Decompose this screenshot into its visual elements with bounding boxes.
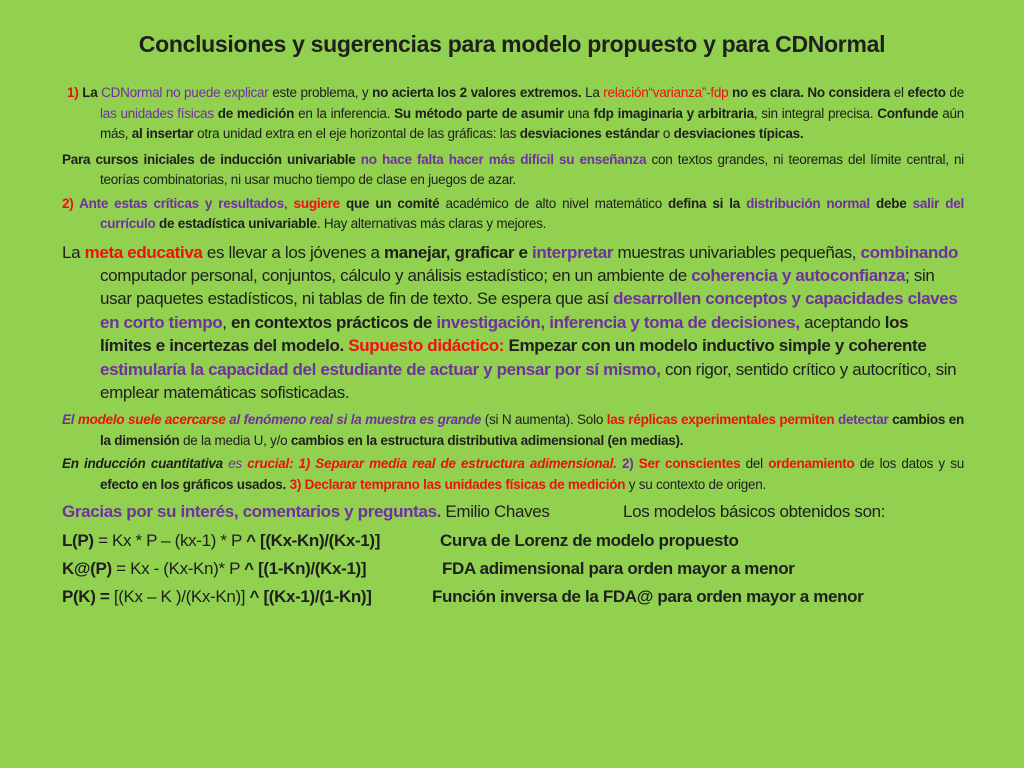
formula-name: L(P) bbox=[62, 530, 94, 550]
plain-text: computador personal, conjuntos, cálculo y análisis estadístico; en un ambiente de bbox=[100, 265, 692, 285]
bold-text: debe bbox=[869, 195, 913, 211]
models-intro: Los modelos básicos obtenidos son: bbox=[623, 502, 886, 522]
plain-text: aún más, bbox=[100, 105, 964, 141]
bold-text: Su método parte de asumir bbox=[394, 105, 564, 121]
highlight-red: sugiere bbox=[293, 195, 340, 211]
highlight-red: 1) bbox=[67, 85, 79, 100]
highlight-purple: al fenómeno real si la muestra es grande bbox=[225, 412, 482, 428]
plain-text: en la inferencia. bbox=[294, 105, 395, 121]
plain-text: este problema, y bbox=[268, 85, 373, 100]
plain-text: de bbox=[945, 85, 964, 100]
paragraph-committee-suggestion bbox=[62, 194, 964, 235]
plain-text: otra unidad extra en el eje horizontal de las gráficas: las bbox=[193, 126, 520, 141]
paragraph-introductory-courses bbox=[62, 150, 964, 191]
paragraph-model-approximation bbox=[62, 410, 964, 451]
slide-body bbox=[62, 83, 964, 612]
plain-text: La bbox=[581, 85, 604, 100]
plain-text: de la media U, y/o bbox=[179, 432, 291, 448]
highlight-purple: no hace falta hacer más difícil su enseñanza bbox=[355, 151, 647, 167]
highlight-purple: distribución normal bbox=[746, 195, 870, 211]
bold-text: cambios en la dimensión bbox=[100, 412, 965, 448]
formula-expression: [(Kx – K )/(Kx-Kn)] bbox=[109, 587, 250, 607]
highlight-purple: es bbox=[222, 456, 248, 472]
bold-text: manejar, graficar e bbox=[383, 242, 532, 262]
highlight-red: ordenamiento bbox=[768, 456, 855, 472]
bold-text: efecto en los gráficos usados. bbox=[100, 476, 287, 492]
paragraph-cdnormal-critique bbox=[62, 83, 964, 145]
highlight-purple: desarrollen conceptos y capacidades claves en corto tiempo bbox=[100, 289, 958, 332]
highlight-purple: detectar bbox=[837, 412, 889, 428]
formula-name: P(K) = bbox=[62, 587, 110, 607]
highlight-purple: CDNormal no puede explicar bbox=[101, 85, 269, 100]
plain-text: aceptando bbox=[799, 312, 885, 332]
formula-expression: = Kx * P – (kx-1) * P bbox=[93, 530, 247, 550]
highlight-purple: combinando bbox=[860, 242, 959, 262]
author-name: Emilio Chaves bbox=[441, 502, 550, 522]
plain-text: de los datos y su bbox=[854, 456, 964, 472]
bold-text: desviaciones estándar bbox=[519, 126, 660, 141]
bold-text: En inducción cuantitativa bbox=[62, 456, 223, 472]
formula-name: K@(P) bbox=[62, 558, 112, 578]
highlight-purple: El bbox=[62, 412, 78, 428]
bold-text: no acierta los 2 valores extremos. bbox=[372, 85, 582, 100]
bold-text: de medición bbox=[213, 105, 295, 121]
formula-exponent: ^ [(1-Kn)/(Kx-1)] bbox=[244, 558, 367, 578]
highlight-red: relación“varianza”-fdp bbox=[603, 85, 729, 100]
bold-text: defina si la bbox=[668, 195, 747, 211]
highlight-red: crucial: 1) Separar media real de estructura adimensional. bbox=[247, 456, 617, 472]
bold-text: Confunde bbox=[877, 105, 939, 121]
plain-text: , bbox=[222, 312, 232, 332]
plain-text: . Hay alternativas más claras y mejores. bbox=[316, 216, 547, 231]
formula-description: FDA adimensional para orden mayor a menor bbox=[442, 558, 795, 578]
plain-text: (si N aumenta). Solo bbox=[481, 412, 607, 428]
plain-text: y su contexto de origen. bbox=[625, 476, 767, 492]
formula-exponent: ^ [(Kx-Kn)/(Kx-1)] bbox=[246, 530, 381, 550]
formula-exponent: ^ [(Kx-1)/(1-Kn)] bbox=[249, 587, 372, 607]
formula-inverse-fda bbox=[62, 583, 964, 611]
thanks-text: Gracias por su interés, comentarios y preguntas. bbox=[62, 502, 442, 522]
bold-text: desviaciones típicas. bbox=[673, 126, 804, 141]
bold-text: al insertar bbox=[131, 126, 194, 141]
bold-text: en contextos prácticos de bbox=[231, 312, 437, 332]
highlight-purple: las unidades físicas bbox=[100, 105, 214, 121]
bold-text: Empezar con un modelo inductivo simple y coherente bbox=[504, 336, 927, 356]
plain-text: con textos grandes, ni teoremas del límite central, ni teorías combinatorias, ni usar mucho tiempo de clase en juegos de azar. bbox=[100, 151, 964, 187]
plain-text: o bbox=[659, 126, 674, 141]
plain-text: una bbox=[563, 105, 594, 121]
bold-text: fdp imaginaria y arbitraria bbox=[593, 105, 754, 121]
bold-text: cambios en la estructura distributiva adimensional (en medias). bbox=[290, 432, 684, 448]
formula-fda bbox=[62, 555, 964, 583]
bold-text: Para cursos iniciales de inducción univariable bbox=[62, 151, 356, 167]
plain-text: el bbox=[890, 85, 908, 100]
bold-text: que un comité bbox=[339, 195, 440, 211]
paragraph-educational-goal bbox=[62, 241, 964, 405]
plain-text: del bbox=[740, 456, 769, 472]
formula-expression: = Kx - (Kx-Kn)* P bbox=[111, 558, 245, 578]
highlight-purple: 2) bbox=[616, 456, 634, 472]
paragraph-quantitative-induction bbox=[62, 454, 964, 495]
formula-lorenz bbox=[62, 527, 964, 555]
plain-text: académico de alto nivel matemático bbox=[439, 195, 669, 211]
highlight-purple: investigación, inferencia y toma de decisiones, bbox=[436, 312, 800, 332]
highlight-red: modelo suele acercarse bbox=[77, 412, 226, 428]
highlight-red: 3) Declarar temprano las unidades físicas de medición bbox=[286, 476, 626, 492]
plain-text: La bbox=[62, 242, 85, 262]
closing-line bbox=[62, 498, 964, 526]
highlight-red: Supuesto didáctico: bbox=[348, 336, 505, 356]
bold-text: de estadística univariable bbox=[155, 216, 317, 231]
highlight-red: las réplicas experimentales permiten bbox=[606, 412, 838, 428]
plain-text: , bbox=[284, 195, 294, 211]
highlight-red: 2) bbox=[62, 195, 74, 211]
slide-title: Conclusiones y sugerencias para modelo propuesto y para CDNormal bbox=[138, 31, 886, 57]
plain-text: es llevar a los jóvenes a bbox=[202, 242, 384, 262]
highlight-red: meta educativa bbox=[84, 242, 203, 262]
highlight-red: Ser conscientes bbox=[633, 456, 741, 472]
plain-text: con rigor, sentido crítico y autocrítico, sin emplear matemáticas sofisticadas. bbox=[100, 359, 957, 402]
plain-text: ; sin usar paquetes estadísticos, ni tablas de fin de texto. Se espera que así bbox=[100, 265, 935, 309]
highlight-purple: coherencia y autoconfianza bbox=[691, 265, 906, 285]
highlight-purple: estimularía la capacidad del estudiante de actuar y pensar por sí mismo, bbox=[100, 359, 661, 379]
plain-text: muestras univariables pequeñas, bbox=[613, 242, 861, 262]
highlight-purple: interpretar bbox=[531, 242, 614, 262]
formula-description: Curva de Lorenz de modelo propuesto bbox=[440, 530, 739, 550]
highlight-purple: salir del currículo bbox=[100, 195, 964, 231]
plain-text: , sin integral precisa. bbox=[753, 105, 878, 121]
formula-description: Función inversa de la FDA@ para orden mayor a menor bbox=[432, 587, 864, 607]
bold-text: efecto bbox=[907, 85, 946, 100]
highlight-purple: Ante estas críticas y resultados bbox=[73, 195, 285, 211]
bold-text: La bbox=[78, 85, 102, 100]
bold-text: los límites e incertezas del modelo. bbox=[100, 312, 909, 356]
bold-text: no es clara. No considera bbox=[728, 85, 891, 100]
